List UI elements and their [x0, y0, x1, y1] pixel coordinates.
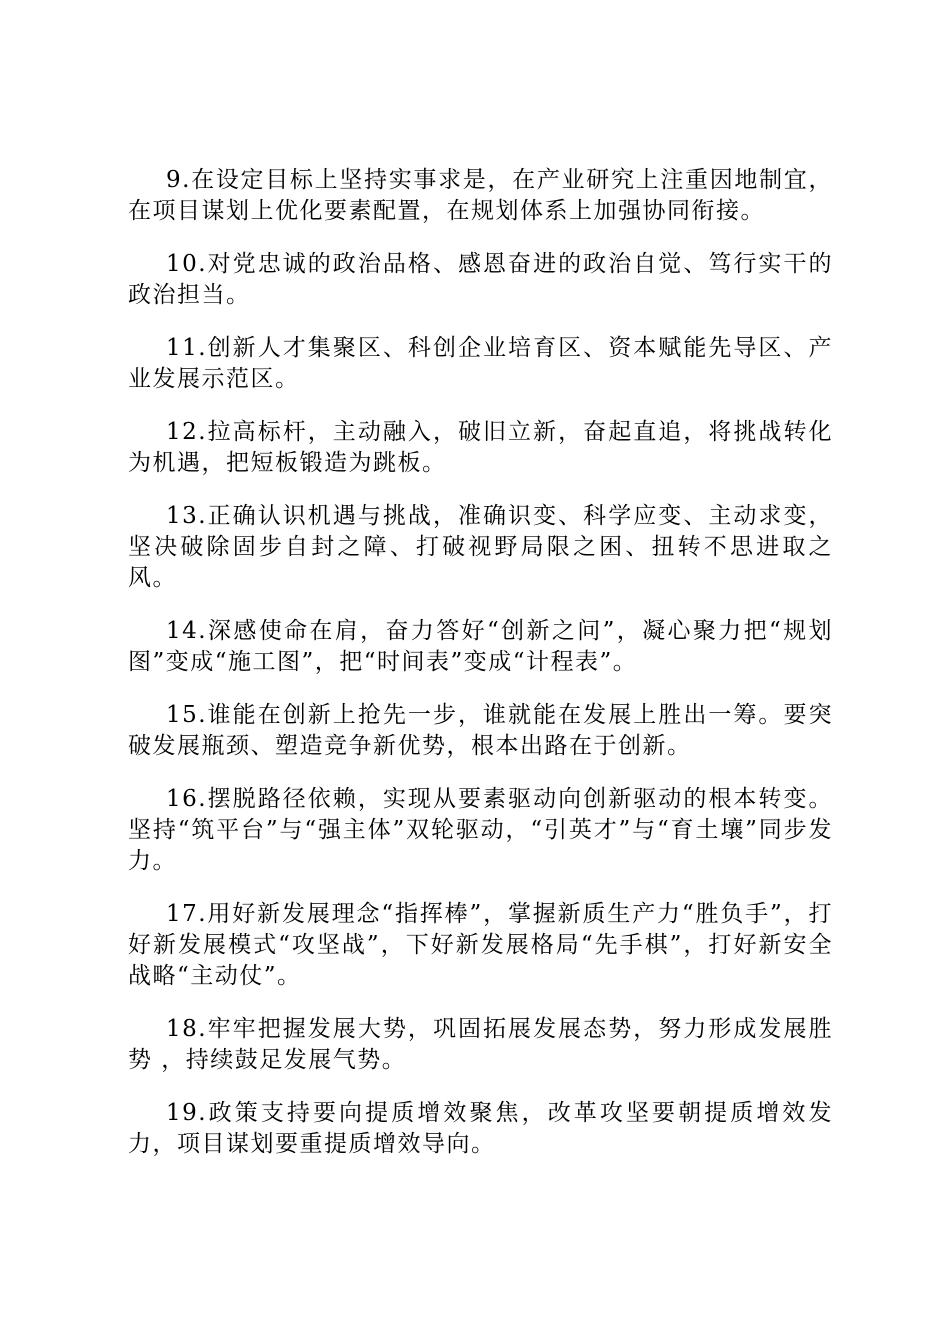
list-item-9: 9.在设定目标上坚持实事求是，在产业研究上注重因地制宜，在项目谋划上优化要素配置，在规划体系上加强协同衔接。: [128, 167, 833, 224]
list-item-19: 19.政策支持要向提质增效聚焦，改革攻坚要朝提质增效发力，项目谋划要重提质增效导向。: [128, 1100, 833, 1157]
list-item-17: 17.用好新发展理念“指挥棒”，掌握新质生产力“胜负手”，打好新发展模式“攻坚战”，下好新发展格局“先手棋”，打好新安全战略“主动仗”。: [128, 901, 833, 989]
list-item-16: 16.摆脱路径依赖，实现从要素驱动向创新驱动的根本转变。坚持“筑平台”与“强主体”双轮驱动，“引英才”与“育土壤”同步发力。: [128, 786, 833, 874]
list-item-18: 18.牢牢把握发展大势，巩固拓展发展态势，努力形成发展胜势 ，持续鼓足发展气势。: [128, 1016, 833, 1073]
list-item-12: 12.拉高标杆，主动融入，破旧立新，奋起直追，将挑战转化为机遇，把短板锻造为跳板。: [128, 419, 833, 476]
list-item-11: 11.创新人才集聚区、科创企业培育区、资本赋能先导区、产业发展示范区。: [128, 335, 833, 392]
document-page: [128, 165, 833, 1182]
list-item-10: 10.对党忠诚的政治品格、感恩奋进的政治自觉、笃行实干的政治担当。: [128, 251, 833, 308]
list-item-15: 15.谁能在创新上抢先一步，谁就能在发展上胜出一筹。要突破发展瓶颈、塑造竞争新优势，根本出路在于创新。: [128, 702, 833, 759]
list-item-13: 13.正确认识机遇与挑战，准确识变、科学应变、主动求变，坚决破除固步自封之障、打破视野局限之困、扭转不思进取之风。: [128, 503, 833, 591]
list-item-14: 14.深感使命在肩，奋力答好“创新之问”，凝心聚力把“规划图”变成“施工图”，把“时间表”变成“计程表”。: [128, 618, 833, 675]
